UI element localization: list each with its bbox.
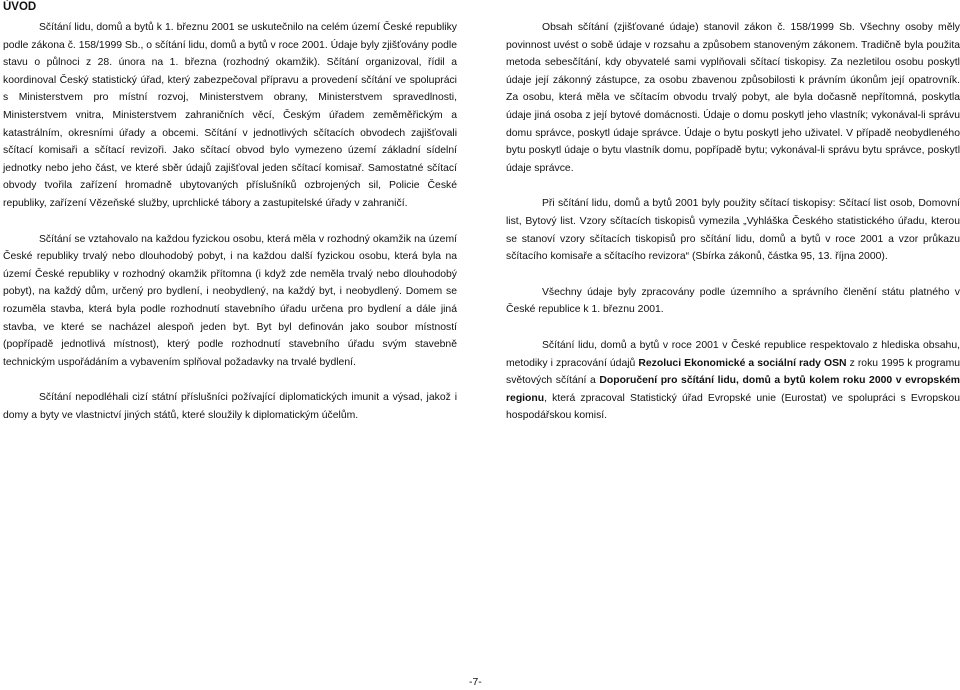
left-column [3,19,457,442]
paragraph-text-part: Sčítání lidu, domů a bytů v roce 2001 v České republice respektovalo z hlediska obsahu, metodiky i zpracování údajů [506,339,960,369]
paragraph-census-content [506,19,960,177]
paragraph-text: Všechny údaje byly zpracovány podle územního a správního členění státu platného v České republice k 1. březnu 2001. [506,286,960,316]
paragraph-text-part: z roku 1995 k programu světových sčítání a [506,357,960,387]
paragraph-text: Sčítání se vztahovalo na každou fyzickou osobu, která měla v rozhodný okamžik na území České republiky trvalý nebo dlouhodobý pobyt, i na každou další fyzickou osobu, která byla na území České republiky v rozhodný okamžik přítomna (i když zde neměla trvalý nebo dlouhodobý pobyt), na každý dům, určený pro bydlení, i neobydlený, na každý byt, i neobydlený. Domem se rozuměla stavba, která byla podle rozhodnutí stavebního úřadu určena pro bydlení a dále jiná stavba, ve které se nacházel alespoň jeden byt. Byt byl definován jako soubor místností (popřípadě jednotlivá místnost), který podle rozhodnutí stavebního úřadu svým stavebně technickým uspořádáním a vybavením splňoval požadavky na trvalé bydlení. [3,233,457,368]
paragraph-census-overview [3,19,457,213]
paragraph-diplomatic-exemption [3,389,457,424]
paragraph-text: Sčítání lidu, domů a bytů k 1. březnu 2001 se uskutečnilo na celém území České republiky podle zákona č. 158/1999 Sb., o sčítání lidu, domů a bytů v roce 2001. Údaje byly zjišťovány podle stavu o půlnoci z 28. února na 1. března (rozhodný okamžik). Sčítání organizoval, řídil a koordinoval Český statistický úřad, který zabezpečoval přípravu a provedení sčítání ve spolupráci s Ministerstvem pro místní rozvoj, Ministerstvem obrany, Ministerstvem spravedlnosti, Ministerstvem vnitra, Ministerstvem zahraničních věcí, Českým úřadem zeměměřickým a katastrálním, okresními úřady a obcemi. Sčítání v jednotlivých sčítacích obvodech zajišťovali sčítací komisaři a sčítací revizoři. Jako sčítací obvod bylo vymezeno území základní sídelní jednotky nebo jeho část, ve které sběr údajů zajišťoval jeden sčítací komisař. Samostatné sčítací obvody tvořila zařízení hromadně ubytovaných příslušníků ozbrojených sil, Policie České republiky, zařízení Vězeňské služby, uprchlické tábory a zastupitelské úřady v zahraničí. [3,22,457,209]
page-number: -7- [469,677,482,688]
paragraph-territorial-division [506,284,960,319]
paragraph-text: Při sčítání lidu, domů a bytů 2001 byly použity sčítací tiskopisy: Sčítací list osob, Domovní list, Bytový list. Vzory sčítacích tiskopisů vymezila „Vyhláška Českého statistického úřadu, kterou se stanoví vzory sčítacích tiskopisů pro sčítání lidu, domů a bytů v roce 2001 a vzor průkazu sčítacího komisaře a sčítacího revizora“ (Sbírka zákonů, částka 95, 13. října 2000). [506,198,960,263]
paragraph-international-recommendations [506,337,960,425]
paragraph-bold-reference: Doporučení pro sčítání lidu, domů a bytů kolem roku 2000 v evropském regionu [506,375,960,404]
section-heading: ÚVOD [3,1,37,13]
paragraph-census-forms [506,195,960,265]
paragraph-text: Sčítání nepodléhali cizí státní příslušníci požívající diplomatických imunit a výsad, jakož i domy a byty ve vlastnictví jiných států, které sloužily k diplomatickým účelům. [3,392,457,421]
paragraph-text-part: , která zpracoval Statistický úřad Evropské unie (Eurostat) ve spolupráci s Evropskou hospodářskou komisí. [506,392,960,422]
paragraph-text: Obsah sčítání (zjišťované údaje) stanovil zákon č. 158/1999 Sb. Všechny osoby měly povinnost uvést o sobě údaje v rozsahu a způsobem stanoveným zákonem. Tradičně byla použita metoda sebesčítání, kdy obyvatelé sami vyplňovali sčítací tiskopisy. Za nezletilou osobu poskytl údaje její zákonný zástupce, za osobu zbavenou způsobilosti k právním úkonům její opatrovník. Za osobu, která měla ve sčítacím obvodu trvalý pobyt, ale byla dočasně nepřítomná, poskytla údaje jiná osoba z její bytové domácnosti. Údaje o domu poskytl jeho vlastník; vykonával-li správu domu správce, poskytl údaje správce. Údaje o bytu poskytl jeho uživatel. V případě neobydleného bytu poskytl údaje o bytu vlastník domu, popřípadě bytu; vykonával-li správu bytu správce, poskytl údaje správce. [506,22,960,174]
right-column [506,19,960,443]
paragraph-census-scope [3,231,457,372]
paragraph-bold-reference: Rezoluci Ekonomické a sociální rady OSN [638,357,847,369]
